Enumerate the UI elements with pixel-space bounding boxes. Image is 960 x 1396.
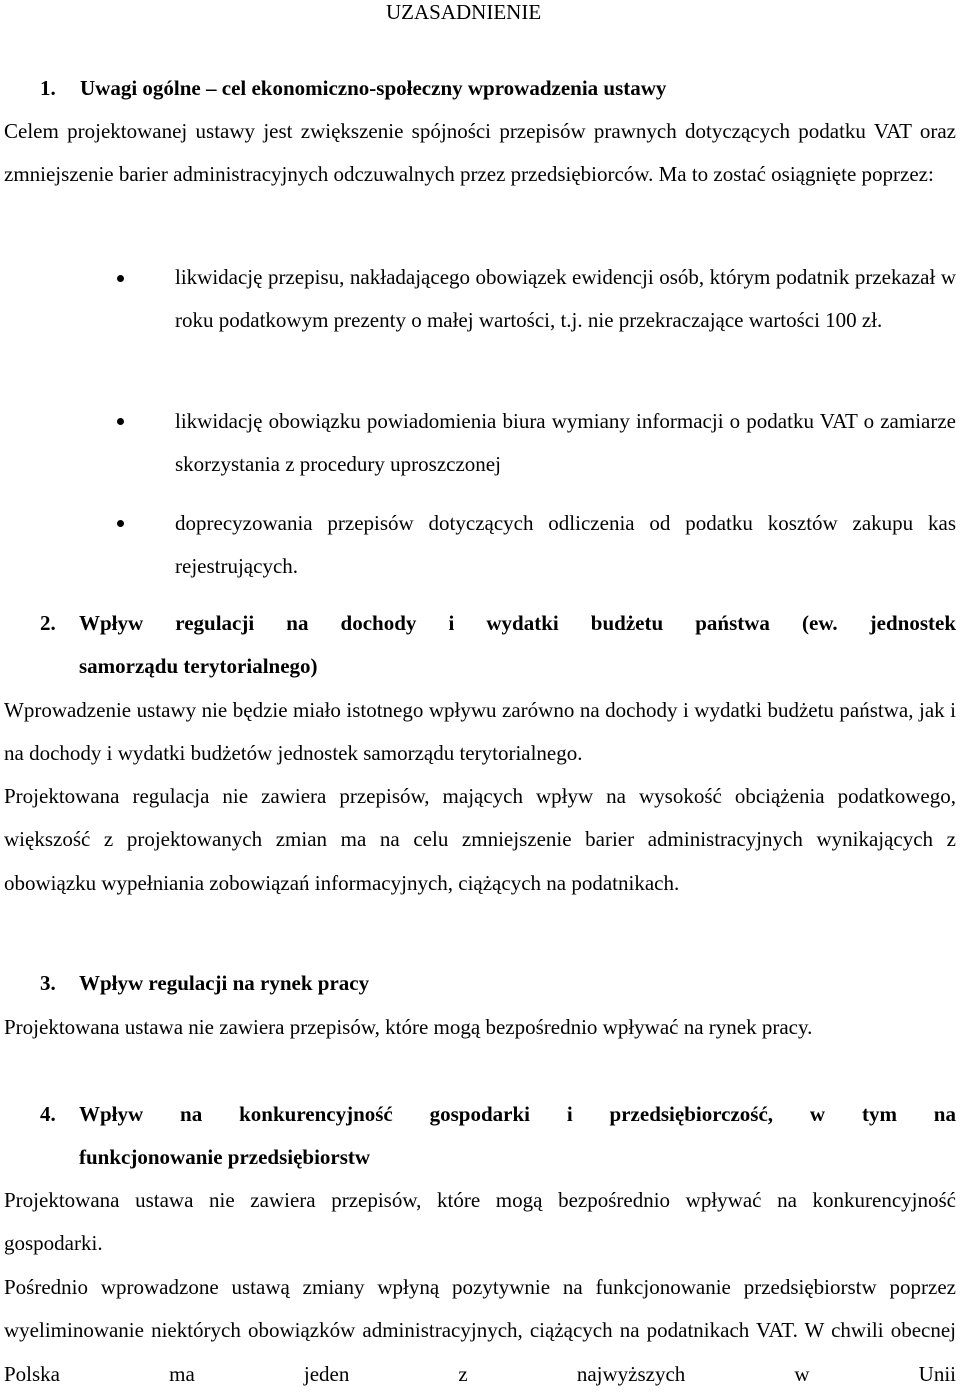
section-4-title-line2: funkcjonowanie przedsiębiorstw — [79, 1145, 371, 1169]
section-4-number: 4. — [40, 1102, 56, 1126]
section-2-number: 2. — [40, 611, 56, 635]
section-4-paragraph-2: Pośrednio wprowadzone ustawą zmiany wpłyną pozytywnie na funkcjonowanie przedsiębiorstw poprzez wyeliminowanie niektórych obowiązków administracyjnych, ciążących na podatnikach VAT. W chwili obecnej Polska ma jeden z najwyższych w Unii — [4, 1275, 956, 1386]
section-2-title-line2: samorządu terytorialnego) — [79, 654, 318, 678]
bullet-item-1: likwidację przepisu, nakładającego obowiązek ewidencji osób, którym podatnik przekazał w roku podatkowym prezenty o małej wartości, t.j. nie przekraczające wartości 100 zł. — [175, 265, 956, 333]
section-2-paragraph-1: Wprowadzenie ustawy nie będzie miało istotnego wpływu zarówno na dochody i wydatki budżetu państwa, jak i na dochody i wydatki budżetów jednostek samorządu terytorialnego. — [4, 698, 956, 766]
section-1-number: 1. — [40, 76, 56, 100]
section-4-paragraph-1: Projektowana ustawa nie zawiera przepisów, które mogą bezpośrednio wpływać na konkurencyjność gospodarki. — [4, 1188, 956, 1256]
document-title: UZASADNIENIE — [386, 0, 542, 24]
section-2-title-line1: Wpływ regulacji na dochody i wydatki budżetu państwa (ew. jednostek — [79, 611, 956, 635]
section-3-paragraph: Projektowana ustawa nie zawiera przepisów, które mogą bezpośrednio wpływać na rynek pracy. — [4, 1015, 813, 1039]
bullet-item-3: doprecyzowania przepisów dotyczących odliczenia od podatku kosztów zakupu kas rejestrujących. — [175, 511, 956, 579]
section-3-title: Wpływ regulacji na rynek pracy — [79, 971, 370, 995]
section-3-number: 3. — [40, 971, 56, 995]
section-1-title: Uwagi ogólne – cel ekonomiczno-społeczny wprowadzenia ustawy — [80, 76, 667, 100]
bullet-dot — [117, 418, 124, 425]
section-2-heading — [40, 602, 956, 688]
bullet-dot — [117, 520, 124, 527]
section-4-title-line1: Wpływ na konkurencyjność gospodarki i przedsiębiorczość, w tym na — [79, 1102, 956, 1126]
section-2-paragraph-2: Projektowana regulacja nie zawiera przepisów, mających wpływ na wysokość obciążenia podatkowego, większość z projektowanych zmian ma na celu zmniejszenie barier administracyjnych wynikających z obowiązku wypełniania zobowiązań informacyjnych, ciążących na podatnikach. — [4, 784, 956, 895]
section-1-intro: Celem projektowanej ustawy jest zwiększenie spójności przepisów prawnych dotyczących podatku VAT oraz zmniejszenie barier administracyjnych odczuwalnych przez przedsiębiorców. Ma to zostać osiągnięte poprzez: — [4, 119, 956, 187]
section-4-heading — [40, 1093, 956, 1179]
bullet-item-2: likwidację obowiązku powiadomienia biura wymiany informacji o podatku VAT o zamiarze skorzystania z procedury uproszczonej — [175, 409, 956, 477]
bullet-dot — [117, 275, 124, 282]
